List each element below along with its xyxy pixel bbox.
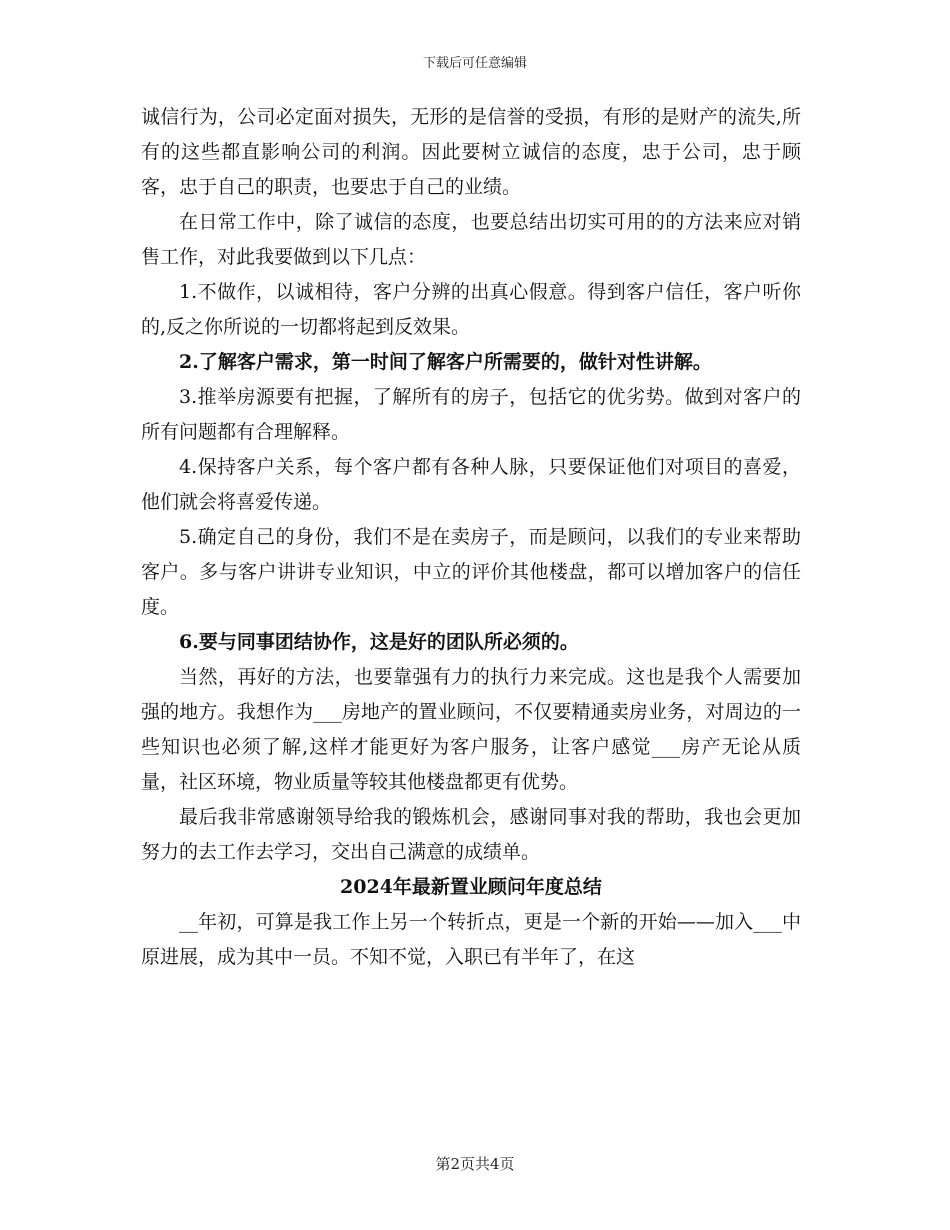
list-item-6: 6.要与同事团结协作，这是好的团队所必须的。 <box>179 631 579 653</box>
paragraph-new-start: __年初，可算是我工作上另一个转折点，更是一个新的开始——加入___中原进展，成为其中一员。不知不觉，入职已有半年了，在这 <box>141 911 801 968</box>
list-item-1: 1.不做作，以诚相待，客户分辨的出真心假意。得到客户信任，客户听你的,反之你所说的一切都将起到反效果。 <box>141 281 801 338</box>
paragraph-methods-intro: 在日常工作中，除了诚信的态度，也要总结出切实可用的的方法来应对销售工作，对此我要做到以下几点： <box>141 211 801 268</box>
paragraph-thanks: 最后我非常感谢领导给我的锻炼机会，感谢同事对我的帮助，我也会更加努力的去工作去学习，交出自己满意的成绩单。 <box>141 806 801 863</box>
paragraph-execution: 当然，再好的方法，也要靠强有力的执行力来完成。这也是我个人需要加强的地方。我想作为___房地产的置业顾问，不仅要精通卖房业务，对周边的一些知识也必须了解,这样才能更好为客户服务，让客户感觉___房产无论从质量，社区环境，物业质量等较其他楼盘都更有优势。 <box>141 666 801 793</box>
list-item-4: 4.保持客户关系，每个客户都有各种人脉，只要保证他们对项目的喜爱，他们就会将喜爱传递。 <box>141 456 801 513</box>
list-item-3: 3.推举房源要有把握，了解所有的房子，包括它的优劣势。做到对客户的所有问题都有合理解释。 <box>141 386 801 443</box>
list-item-2: 2.了解客户需求，第一时间了解客户所需要的，做针对性讲解。 <box>179 351 712 373</box>
document-body <box>141 100 801 975</box>
paragraph-integrity-continued: 诚信行为，公司必定面对损失，无形的是信誉的受损，有形的是财产的流失,所有的这些都直影响公司的利润。因此要树立诚信的态度，忠于公司，忠于顾客，忠于自己的职责，也要忠于自己的业绩。 <box>141 106 801 198</box>
section-title: 2024年最新置业顾问年度总结 <box>340 876 602 898</box>
page-header: 下载后可任意编辑 <box>422 56 527 71</box>
page-footer: 第2页共4页 <box>435 1155 515 1173</box>
list-item-5: 5.确定自己的身份，我们不是在卖房子，而是顾问，以我们的专业来帮助客户。多与客户讲讲专业知识，中立的评价其他楼盘，都可以增加客户的信任度。 <box>141 526 801 618</box>
